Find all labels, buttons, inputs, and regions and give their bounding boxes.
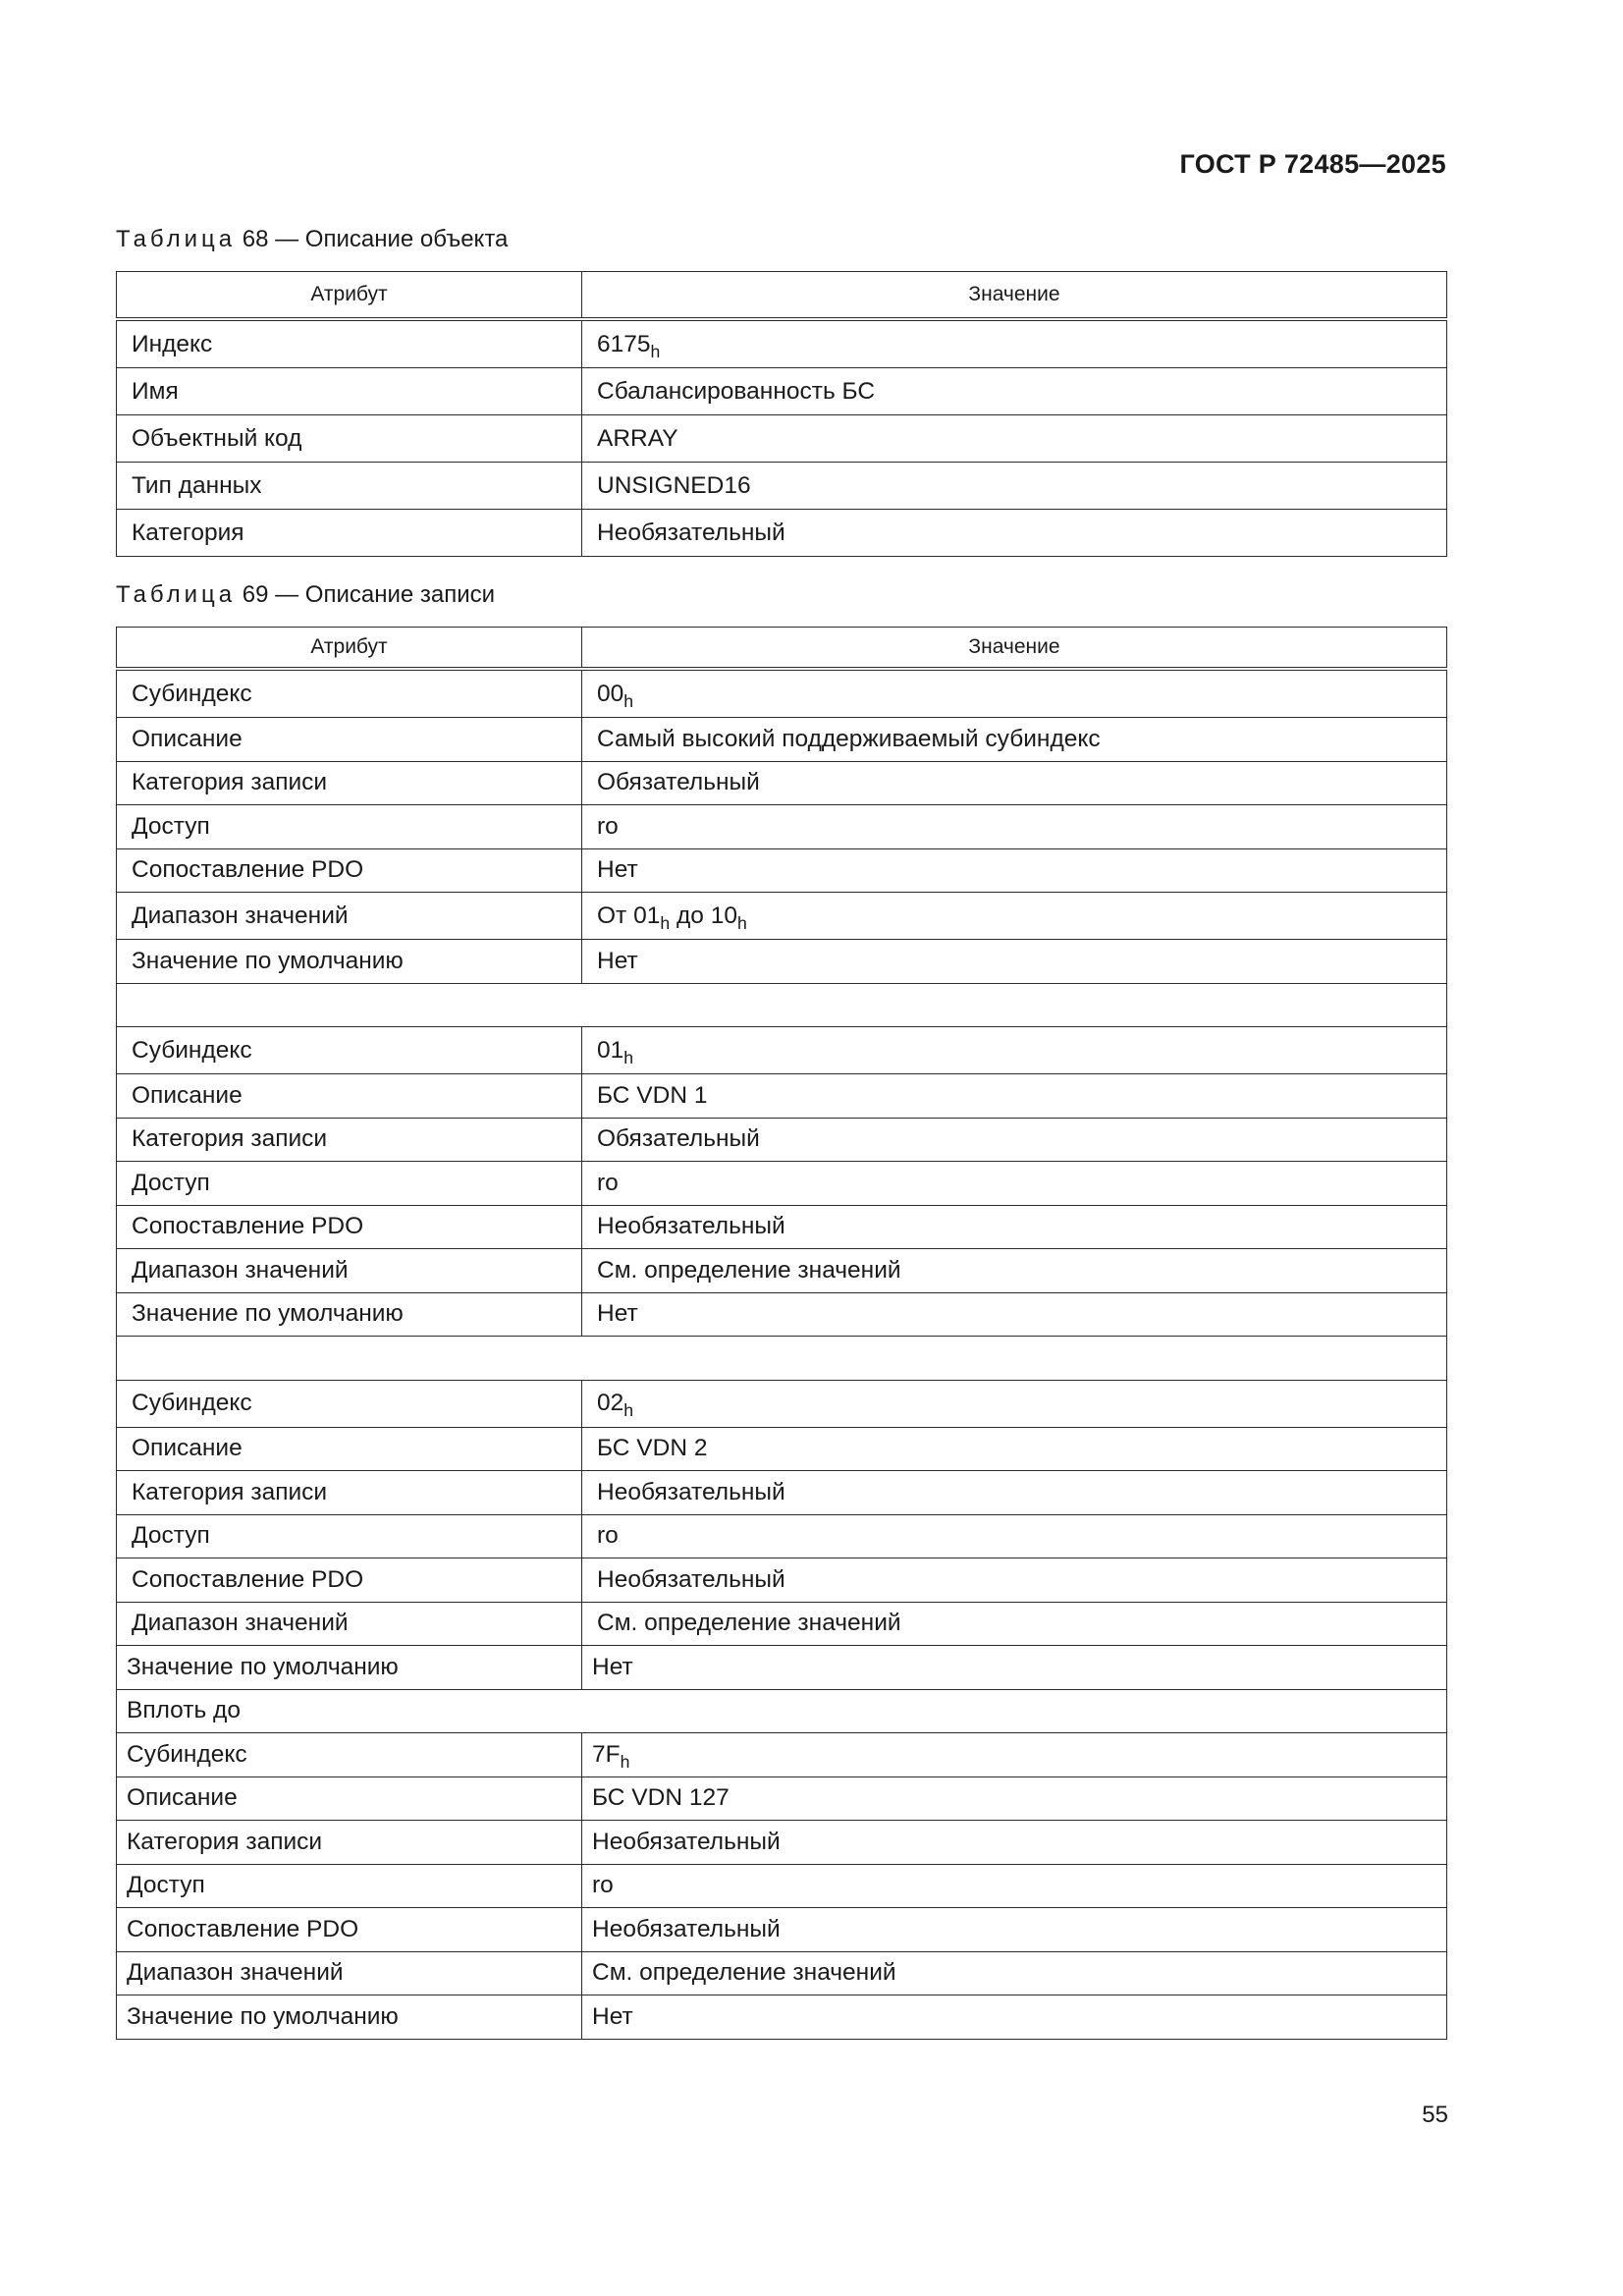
- table-header-row: [117, 272, 1447, 320]
- value-cell: Необязательный: [582, 1558, 1447, 1603]
- hex-suffix: h: [660, 912, 671, 933]
- table-row: [117, 1074, 1447, 1119]
- value-cell: ro: [582, 805, 1447, 849]
- value-cell: [582, 1027, 1447, 1074]
- attr-cell: Значение по умолчанию: [117, 1292, 582, 1337]
- header-attribute: Атрибут: [117, 272, 582, 320]
- hex-suffix: h: [623, 690, 634, 711]
- table-row: [117, 805, 1447, 849]
- table-row: [117, 1908, 1447, 1952]
- value-cell: Необязательный: [582, 1908, 1447, 1952]
- header-attribute: Атрибут: [117, 628, 582, 670]
- value-cell: См. определение значений: [582, 1951, 1447, 1995]
- table-row: [117, 1118, 1447, 1162]
- table-header-row: [117, 628, 1447, 670]
- value-cell: БС VDN 127: [582, 1777, 1447, 1821]
- value-cell: Сбалансированность БС: [582, 368, 1447, 415]
- separator-row: [117, 1337, 1447, 1381]
- table-row: [117, 415, 1447, 463]
- value-cell: ARRAY: [582, 415, 1447, 463]
- value-cell: См. определение значений: [582, 1249, 1447, 1293]
- attr-cell: Диапазон значений: [117, 1602, 582, 1646]
- hex-suffix: h: [650, 341, 661, 361]
- value-cell: [582, 1733, 1447, 1777]
- subindex-value: 01: [597, 1036, 624, 1064]
- value-cell: Необязательный: [582, 1821, 1447, 1865]
- hex-suffix: h: [736, 912, 747, 933]
- table-row: [117, 940, 1447, 984]
- value-cell: Нет: [582, 1646, 1447, 1690]
- attr-cell: Субиндекс: [117, 1380, 582, 1427]
- attr-cell: Значение по умолчанию: [117, 1646, 582, 1690]
- attr-cell: Категория: [117, 510, 582, 557]
- table-row: [117, 1427, 1447, 1471]
- value-cell: [582, 669, 1447, 718]
- table-row: [117, 1951, 1447, 1995]
- attr-cell: Категория записи: [117, 761, 582, 805]
- empty-cell: [117, 1337, 1447, 1381]
- table-row: [117, 1205, 1447, 1249]
- table-row: [117, 1777, 1447, 1821]
- table-row: [117, 1162, 1447, 1206]
- attr-cell: Описание: [117, 1777, 582, 1821]
- attr-cell: Субиндекс: [117, 1027, 582, 1074]
- header-value: Значение: [582, 628, 1447, 670]
- attr-cell: Описание: [117, 718, 582, 762]
- entry-description-table: [116, 627, 1447, 2040]
- attr-cell: Сопоставление PDO: [117, 848, 582, 893]
- document-code: ГОСТ Р 72485—2025: [1179, 149, 1446, 179]
- object-description-table: [116, 271, 1447, 557]
- value-cell: ro: [582, 1162, 1447, 1206]
- value-cell: UNSIGNED16: [582, 463, 1447, 510]
- value-cell: Нет: [582, 940, 1447, 984]
- index-value: 6175: [597, 330, 651, 357]
- table-row: [117, 1471, 1447, 1515]
- attr-cell: Описание: [117, 1074, 582, 1119]
- table-row: [117, 1821, 1447, 1865]
- attr-cell: Доступ: [117, 805, 582, 849]
- subindex-value: 02: [597, 1390, 624, 1416]
- value-cell: [582, 893, 1447, 940]
- value-cell: Нет: [582, 1995, 1447, 2040]
- attr-cell: Диапазон значений: [117, 893, 582, 940]
- table68-caption-text: 68 — Описание объекта: [236, 226, 509, 252]
- value-cell: Необязательный: [582, 1205, 1447, 1249]
- table-row: [117, 761, 1447, 805]
- separator-row: [117, 983, 1447, 1027]
- attr-cell: Объектный код: [117, 415, 582, 463]
- attr-cell: Тип данных: [117, 463, 582, 510]
- table-row: [117, 893, 1447, 940]
- attr-cell: Категория записи: [117, 1821, 582, 1865]
- table-row: [117, 1602, 1447, 1646]
- attr-cell: Доступ: [117, 1864, 582, 1908]
- value-cell: БС VDN 1: [582, 1074, 1447, 1119]
- value-cell: БС VDN 2: [582, 1427, 1447, 1471]
- table68-caption: [116, 226, 508, 253]
- value-cell: Необязательный: [582, 510, 1447, 557]
- table-row: [117, 510, 1447, 557]
- table-row: [117, 669, 1447, 718]
- table69-caption-text: 69 — Описание записи: [236, 581, 496, 608]
- value-cell: Обязательный: [582, 761, 1447, 805]
- header-value: Значение: [582, 272, 1447, 320]
- attr-cell: Доступ: [117, 1162, 582, 1206]
- hex-suffix: h: [620, 1751, 630, 1772]
- attr-cell: Субиндекс: [117, 669, 582, 718]
- attr-cell: Значение по умолчанию: [117, 940, 582, 984]
- upto-row: [117, 1689, 1447, 1733]
- table-row: [117, 1864, 1447, 1908]
- attr-cell: Категория записи: [117, 1118, 582, 1162]
- attr-cell: Индекс: [117, 319, 582, 368]
- attr-cell: Диапазон значений: [117, 1951, 582, 1995]
- table-row: [117, 1514, 1447, 1558]
- attr-cell: Категория записи: [117, 1471, 582, 1515]
- attr-cell: Доступ: [117, 1514, 582, 1558]
- table-row: [117, 1249, 1447, 1293]
- value-cell: ro: [582, 1514, 1447, 1558]
- empty-cell: [117, 983, 1447, 1027]
- value-cell: [582, 319, 1447, 368]
- table-row: [117, 718, 1447, 762]
- attr-cell: Сопоставление PDO: [117, 1558, 582, 1603]
- value-cell: [582, 1380, 1447, 1427]
- value-cell: Нет: [582, 848, 1447, 893]
- subindex-value: 7F: [592, 1740, 621, 1768]
- attr-cell: Значение по умолчанию: [117, 1995, 582, 2040]
- attr-cell: Имя: [117, 368, 582, 415]
- hex-suffix: h: [623, 1400, 634, 1421]
- value-cell: Нет: [582, 1292, 1447, 1337]
- table-row: [117, 1995, 1447, 2040]
- attr-cell: Сопоставление PDO: [117, 1908, 582, 1952]
- value-cell: Обязательный: [582, 1118, 1447, 1162]
- range-to: до 10: [670, 902, 737, 929]
- range-from: От 01: [597, 902, 661, 929]
- page-number: 55: [1422, 2102, 1448, 2128]
- table-row: [117, 1646, 1447, 1690]
- attr-cell: Диапазон значений: [117, 1249, 582, 1293]
- attr-cell: Субиндекс: [117, 1733, 582, 1777]
- value-cell: Самый высокий поддерживаемый субиндекс: [582, 718, 1447, 762]
- table-row: [117, 1027, 1447, 1074]
- attr-cell: Описание: [117, 1427, 582, 1471]
- value-cell: См. определение значений: [582, 1602, 1447, 1646]
- attr-cell: Сопоставление PDO: [117, 1205, 582, 1249]
- table-row: [117, 1380, 1447, 1427]
- table-row: [117, 463, 1447, 510]
- table-row: [117, 368, 1447, 415]
- value-cell: Необязательный: [582, 1471, 1447, 1515]
- table-row: [117, 848, 1447, 893]
- table68-caption-label: Таблица: [116, 226, 237, 252]
- table-row: [117, 1558, 1447, 1603]
- hex-suffix: h: [623, 1047, 634, 1067]
- table69-caption-label: Таблица: [116, 581, 237, 608]
- table-row: [117, 1733, 1447, 1777]
- table-row: [117, 1292, 1447, 1337]
- table-row: [117, 319, 1447, 368]
- value-cell: ro: [582, 1864, 1447, 1908]
- subindex-value: 00: [597, 680, 624, 707]
- table69-caption: [116, 581, 495, 609]
- upto-cell: Вплоть до: [117, 1689, 1447, 1733]
